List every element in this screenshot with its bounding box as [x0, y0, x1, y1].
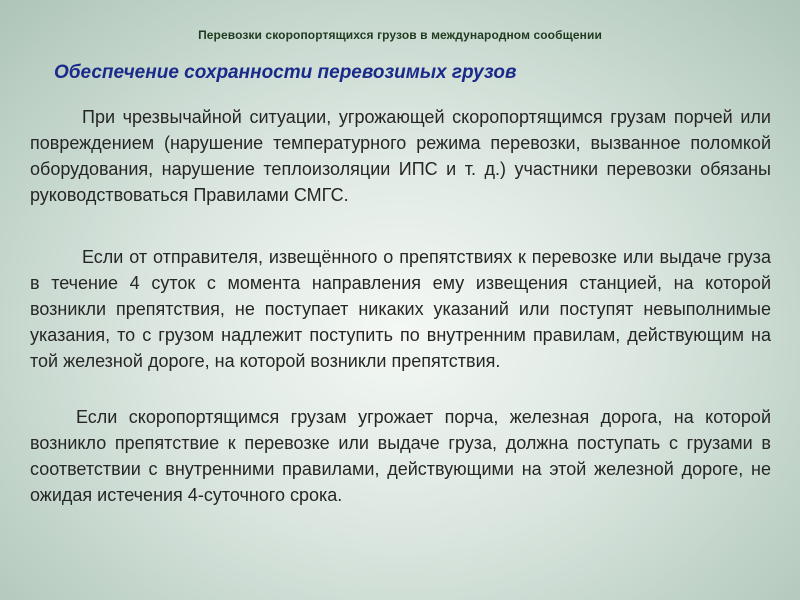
slide-title: Обеспечение сохранности перевозимых грузов	[54, 62, 517, 83]
header-title: Перевозки скоропортящихся грузов в международном сообщении	[198, 28, 602, 42]
paragraph-1: При чрезвычайной ситуации, угрожающей скоропортящимся грузам порчей или повреждением (нарушение температурного режима перевозки, вызванное поломкой оборудования, нарушение теплоизоляции ИПС и т. д.) участники перевозки обязаны руководствоваться Правилами СМГС.	[30, 107, 771, 205]
paragraph-3: Если скоропортящимся грузам угрожает порча, железная дорога, на которой возникло препятствие к перевозке или выдаче груза, должна поступать с грузами в соответствии с внутренними правилами, действующими на этой железной дороге, не ожидая истечения 4-суточного срока.	[30, 407, 771, 505]
paragraph-2: Если от отправителя, извещённого о препятствиях к перевозке или выдаче груза в течение 4 суток с момента направления ему извещения станцией, на которой возникли препятствия, не поступает никаких указаний или поступят невыполнимые указания, то с грузом надлежит поступить по внутренним правилам, действующим на той железной дороге, на которой возникли препятствия.	[30, 247, 771, 371]
